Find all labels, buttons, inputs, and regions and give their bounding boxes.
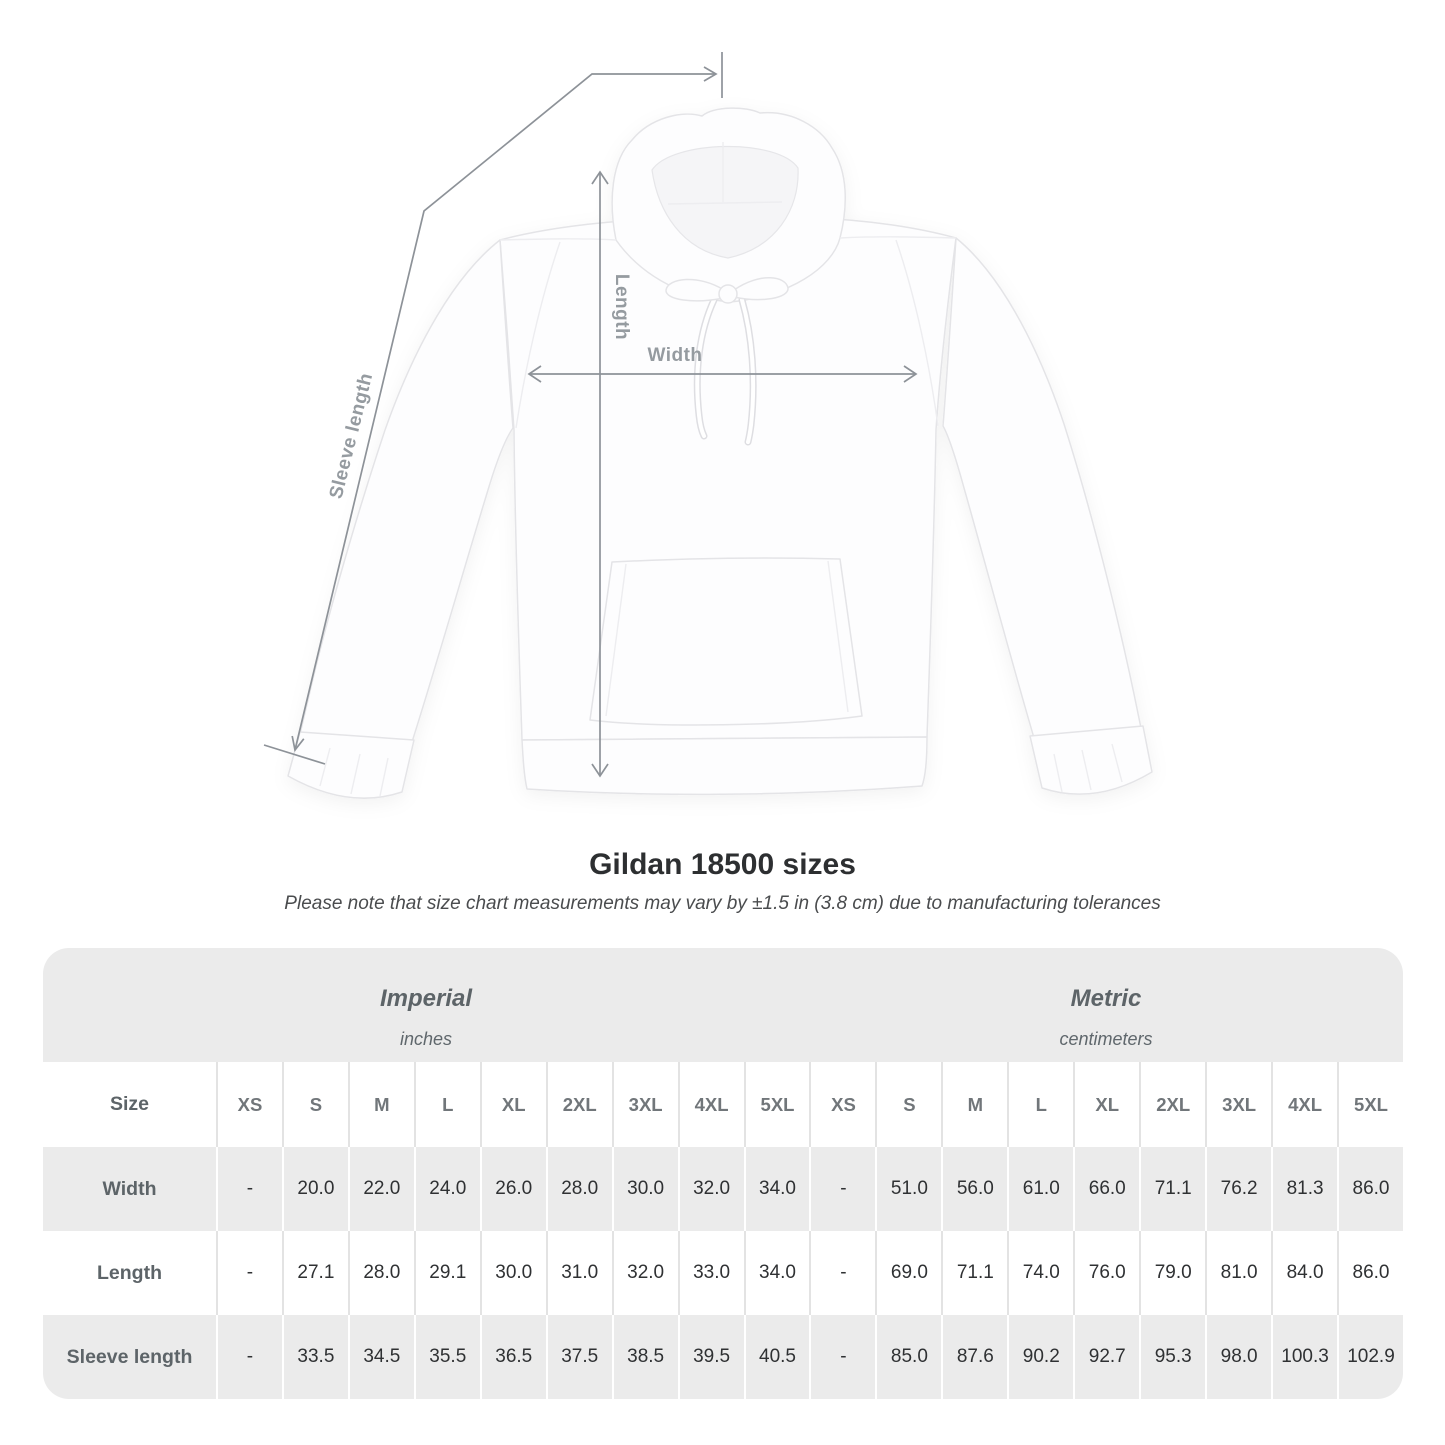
cell: 31.0: [546, 1231, 612, 1315]
cell: 61.0: [1007, 1147, 1073, 1231]
column-header: M: [348, 1062, 414, 1147]
cell: 90.2: [1007, 1315, 1073, 1399]
cell: 71.1: [1139, 1147, 1205, 1231]
cell: 85.0: [875, 1315, 941, 1399]
cell: 86.0: [1337, 1147, 1403, 1231]
column-header: 2XL: [1139, 1062, 1205, 1147]
size-table-grid: [43, 1062, 1403, 1399]
cell: 81.3: [1271, 1147, 1337, 1231]
cell: 87.6: [941, 1315, 1007, 1399]
cell: 79.0: [1139, 1231, 1205, 1315]
column-header: 3XL: [1205, 1062, 1271, 1147]
page-subtitle: Please note that size chart measurements may vary by ±1.5 in (3.8 cm) due to manufacturing tolerances: [284, 893, 1161, 914]
cell: 28.0: [546, 1147, 612, 1231]
cell: 27.1: [282, 1231, 348, 1315]
hoodie-kangaroo-pocket: [590, 558, 862, 725]
cell: 37.5: [546, 1315, 612, 1399]
cell: 100.3: [1271, 1315, 1337, 1399]
column-header: XL: [1073, 1062, 1139, 1147]
cell: 32.0: [678, 1147, 744, 1231]
column-header: XS: [809, 1062, 875, 1147]
length-label: Length: [610, 273, 632, 341]
cell: 20.0: [282, 1147, 348, 1231]
cell: 69.0: [875, 1231, 941, 1315]
column-header: 2XL: [546, 1062, 612, 1147]
cell: -: [809, 1147, 875, 1231]
cell: 33.0: [678, 1231, 744, 1315]
cell: 76.2: [1205, 1147, 1271, 1231]
column-header: 5XL: [1337, 1062, 1403, 1147]
cell: -: [809, 1315, 875, 1399]
cell: 92.7: [1073, 1315, 1139, 1399]
cell: 24.0: [414, 1147, 480, 1231]
cell: 74.0: [1007, 1231, 1073, 1315]
cell: 34.0: [744, 1147, 810, 1231]
cell: 33.5: [282, 1315, 348, 1399]
hoodie-right-cuff: [1030, 726, 1152, 794]
size-column-header: Size: [109, 1093, 150, 1115]
hoodie-left-sleeve: [300, 240, 513, 776]
width-label: Width: [647, 345, 703, 366]
cell: 95.3: [1139, 1315, 1205, 1399]
cell: -: [216, 1231, 282, 1315]
column-header: M: [941, 1062, 1007, 1147]
cell: 86.0: [1337, 1231, 1403, 1315]
size-table: [43, 948, 1403, 1399]
cell: -: [216, 1147, 282, 1231]
column-header: L: [414, 1062, 480, 1147]
row-label: Length: [97, 1261, 162, 1284]
cell: 29.1: [414, 1231, 480, 1315]
cell: 32.0: [612, 1231, 678, 1315]
hoodie-illustration: [288, 108, 1152, 798]
cell: 26.0: [480, 1147, 546, 1231]
hoodie-right-sleeve: [943, 238, 1141, 772]
cell: 56.0: [941, 1147, 1007, 1231]
cell: 30.0: [612, 1147, 678, 1231]
cell: 34.0: [744, 1231, 810, 1315]
hoodie-hem-band: [522, 737, 927, 794]
metric-title: Metric: [1070, 985, 1142, 1012]
cell: 76.0: [1073, 1231, 1139, 1315]
imperial-group-header: [43, 948, 809, 1062]
cell: 98.0: [1205, 1315, 1271, 1399]
imperial-unit: inches: [399, 1029, 453, 1049]
column-header: 4XL: [1271, 1062, 1337, 1147]
hoodie-left-cuff: [288, 732, 414, 798]
cell: 40.5: [744, 1315, 810, 1399]
column-header: 4XL: [678, 1062, 744, 1147]
cell: 36.5: [480, 1315, 546, 1399]
column-header: XL: [480, 1062, 546, 1147]
cell: -: [809, 1231, 875, 1315]
row-label: Sleeve length: [43, 1315, 216, 1399]
cell: 38.5: [612, 1315, 678, 1399]
column-header: 5XL: [744, 1062, 810, 1147]
cell: 39.5: [678, 1315, 744, 1399]
cell: 22.0: [348, 1147, 414, 1231]
column-header: 3XL: [612, 1062, 678, 1147]
column-header: S: [282, 1062, 348, 1147]
cell: 81.0: [1205, 1231, 1271, 1315]
cell: 84.0: [1271, 1231, 1337, 1315]
cell: -: [216, 1315, 282, 1399]
cell: 30.0: [480, 1231, 546, 1315]
sleeve-length-label: Sleeve length: [325, 370, 378, 502]
imperial-title: Imperial: [379, 985, 473, 1012]
unit-group-band: [43, 948, 1403, 1062]
row-label: Width: [43, 1147, 216, 1231]
column-header: S: [875, 1062, 941, 1147]
metric-unit: centimeters: [1059, 1029, 1153, 1049]
cell: 28.0: [348, 1231, 414, 1315]
metric-group-header: [809, 948, 1403, 1062]
cell: 102.9: [1337, 1315, 1403, 1399]
column-header: XS: [216, 1062, 282, 1147]
cell: 34.5: [348, 1315, 414, 1399]
cell: 71.1: [941, 1231, 1007, 1315]
page-title: Gildan 18500 sizes: [589, 848, 856, 881]
cell: 35.5: [414, 1315, 480, 1399]
column-header: L: [1007, 1062, 1073, 1147]
cell: 66.0: [1073, 1147, 1139, 1231]
cell: 51.0: [875, 1147, 941, 1231]
